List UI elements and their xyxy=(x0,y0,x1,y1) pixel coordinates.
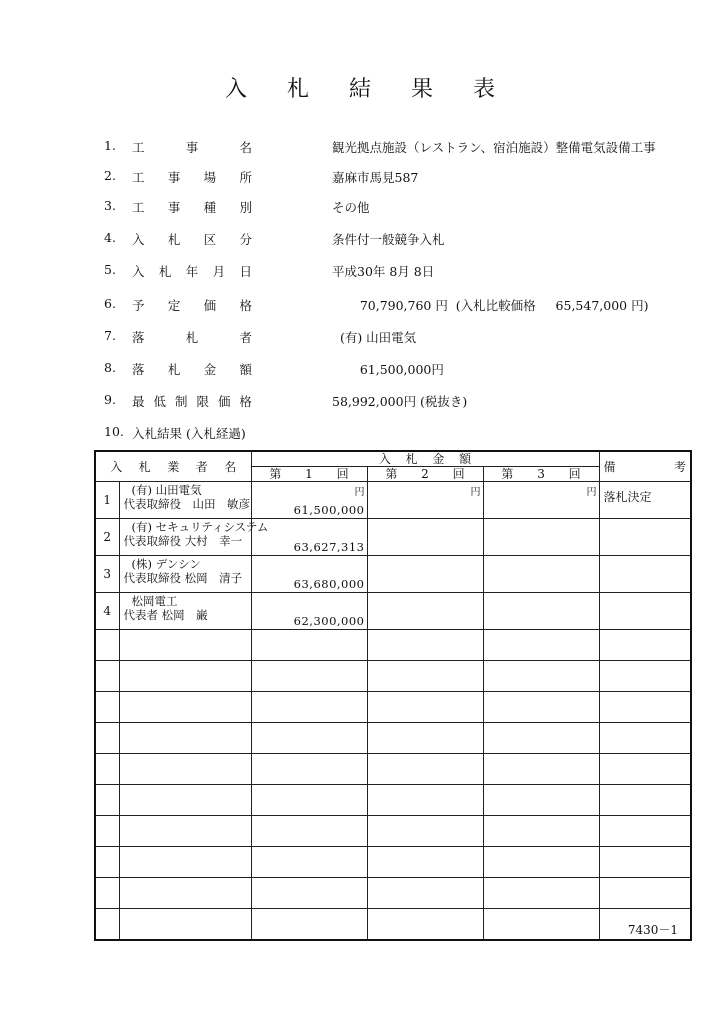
page-number: 7430－1 xyxy=(627,923,678,937)
empty-cell xyxy=(119,878,251,909)
empty-cell xyxy=(119,723,251,754)
item-label xyxy=(132,168,252,186)
info-row xyxy=(0,424,720,442)
item-label-char: 年 xyxy=(185,264,199,279)
item-label-char: 別 xyxy=(239,200,252,215)
item-label: 入札結果 (入札経過) xyxy=(132,426,246,441)
round-1-header xyxy=(251,467,367,482)
bid-amount: 63,680,000 xyxy=(293,577,365,591)
empty-cell xyxy=(483,878,599,909)
table-row-empty xyxy=(95,723,691,754)
round-2-amount-cell xyxy=(367,482,483,519)
empty-cell xyxy=(119,785,251,816)
empty-cell xyxy=(367,661,483,692)
item-label-char: 札 xyxy=(158,264,172,279)
bidder-company: 松岡電工 xyxy=(131,594,178,608)
item-number: 9. xyxy=(104,392,116,407)
item-number: 7. xyxy=(104,328,116,343)
item-label-char: 額 xyxy=(239,362,252,377)
bidder-cell xyxy=(119,556,251,593)
info-row xyxy=(0,230,720,248)
info-row xyxy=(0,262,720,280)
item-label-char: 日 xyxy=(239,264,252,279)
item-label-char: 価 xyxy=(203,298,217,313)
item-label-char: 区 xyxy=(203,232,217,247)
table-row-empty xyxy=(95,692,691,723)
empty-cell xyxy=(251,816,367,847)
round-1-amount-cell xyxy=(251,556,367,593)
empty-cell xyxy=(599,630,691,661)
round-header-part: 回 xyxy=(568,467,581,481)
item-value: その他 xyxy=(332,200,370,215)
empty-cell xyxy=(95,878,119,909)
empty-cell xyxy=(119,754,251,785)
table-row-empty xyxy=(95,816,691,847)
round-2-amount-cell xyxy=(367,519,483,556)
empty-cell xyxy=(367,692,483,723)
bidder-company: (有) セキュリティシステム xyxy=(131,520,269,534)
item-label-char: 札 xyxy=(167,362,181,377)
bidder-header-char: 札 xyxy=(138,459,151,474)
table-row-empty xyxy=(95,785,691,816)
item-number: 1. xyxy=(104,138,116,153)
item-number: 3. xyxy=(104,198,116,213)
bidder-header-char: 者 xyxy=(195,459,208,474)
empty-cell xyxy=(599,661,691,692)
bidder-header xyxy=(95,451,251,482)
item-label-char: 事 xyxy=(167,200,181,215)
empty-cell xyxy=(367,785,483,816)
item-label xyxy=(132,230,252,248)
item-number: 4. xyxy=(104,230,116,245)
item-number: 5. xyxy=(104,262,116,277)
bid-amount: 61,500,000 xyxy=(293,503,365,517)
item-label-char: 最 xyxy=(132,394,145,409)
empty-cell xyxy=(119,816,251,847)
empty-cell xyxy=(251,692,367,723)
bidder-representative: 代表取締役 山田 敏彦 xyxy=(123,497,250,511)
item-value: 観光拠点施設（レストラン、宿泊施設）整備電気設備工事 xyxy=(332,140,656,155)
round-2-amount-cell xyxy=(367,593,483,630)
table-row xyxy=(95,519,691,556)
item-label-char: 場 xyxy=(203,170,217,185)
info-row xyxy=(0,296,720,314)
remarks-cell xyxy=(599,519,691,556)
empty-cell xyxy=(483,847,599,878)
item-label-char: 入 xyxy=(132,264,145,279)
item-number: 6. xyxy=(104,296,116,311)
empty-cell xyxy=(483,661,599,692)
item-value: 条件付一般競争入札 xyxy=(332,232,445,247)
empty-cell xyxy=(251,630,367,661)
item-label xyxy=(132,328,252,346)
info-row xyxy=(0,168,720,186)
bidder-cell xyxy=(119,482,251,519)
item-label-char: 制 xyxy=(174,394,188,409)
empty-cell xyxy=(367,754,483,785)
item-label-char: 所 xyxy=(239,170,252,185)
bid-amount: 63,627,313 xyxy=(293,540,365,554)
empty-cell xyxy=(483,785,599,816)
item-label-char: 定 xyxy=(167,298,181,313)
item-value: (有) 山田電気 xyxy=(332,330,417,345)
table-row-empty xyxy=(95,847,691,878)
item-label-char: 分 xyxy=(239,232,252,247)
empty-cell xyxy=(367,723,483,754)
row-index: 1 xyxy=(95,482,119,519)
round-header-part: 回 xyxy=(336,467,349,481)
empty-cell xyxy=(119,692,251,723)
empty-cell xyxy=(483,816,599,847)
item-label xyxy=(132,360,252,378)
remarks-cell: 落札決定 xyxy=(599,482,691,519)
item-label-char: 者 xyxy=(239,330,252,345)
round-1-amount-cell xyxy=(251,482,367,519)
item-label-char: 落 xyxy=(132,362,145,377)
item-label xyxy=(132,392,252,410)
empty-cell xyxy=(251,661,367,692)
round-2-amount-cell xyxy=(367,556,483,593)
info-row xyxy=(0,360,720,378)
empty-cell xyxy=(599,816,691,847)
table-row xyxy=(95,593,691,630)
empty-cell xyxy=(95,909,119,941)
round-1-amount-cell xyxy=(251,593,367,630)
info-row xyxy=(0,328,720,346)
info-row xyxy=(0,198,720,216)
round-2-header xyxy=(367,467,483,482)
row-index: 4 xyxy=(95,593,119,630)
round-header-part: 回 xyxy=(452,467,465,481)
item-label-char: 名 xyxy=(239,140,252,155)
item-label-char: 事 xyxy=(185,140,199,155)
item-value: 61,500,000円 xyxy=(332,362,444,377)
empty-cell xyxy=(599,785,691,816)
amount-header-char: 入 xyxy=(378,452,391,466)
row-index: 2 xyxy=(95,519,119,556)
empty-cell xyxy=(483,692,599,723)
yen-unit: 円 xyxy=(354,487,365,498)
empty-cell xyxy=(119,909,251,941)
table-row-empty xyxy=(95,878,691,909)
empty-cell xyxy=(251,785,367,816)
empty-cell xyxy=(251,878,367,909)
table-row-empty xyxy=(95,909,691,941)
amount-header-char: 額 xyxy=(459,452,472,466)
item-label-char: 低 xyxy=(153,394,166,409)
empty-cell xyxy=(95,816,119,847)
empty-cell xyxy=(95,847,119,878)
empty-cell xyxy=(95,692,119,723)
round-3-header xyxy=(483,467,599,482)
row-index: 3 xyxy=(95,556,119,593)
item-label-char: 札 xyxy=(167,232,181,247)
remarks-header xyxy=(599,451,691,482)
item-label xyxy=(132,262,252,280)
empty-cell xyxy=(119,630,251,661)
item-number: 2. xyxy=(104,168,116,183)
empty-cell xyxy=(367,878,483,909)
empty-cell xyxy=(251,909,367,941)
bidder-header-char: 名 xyxy=(224,459,237,474)
yen-unit: 円 xyxy=(586,487,597,498)
item-value: 平成30年 8月 8日 xyxy=(332,264,435,279)
item-label-char: 格 xyxy=(239,298,252,313)
item-label-char: 種 xyxy=(203,200,217,215)
bidder-representative: 代表取締役 大村 幸一 xyxy=(123,534,243,548)
table-row xyxy=(95,482,691,519)
round-header-part: 3 xyxy=(537,467,545,481)
bidder-representative: 代表取締役 松岡 清子 xyxy=(123,571,243,585)
item-label-char: 月 xyxy=(212,264,226,279)
remarks-cell xyxy=(599,593,691,630)
bidder-company: (有) 山田電気 xyxy=(131,483,202,497)
empty-cell xyxy=(119,661,251,692)
item-value: 嘉麻市馬見587 xyxy=(332,170,419,185)
item-label-char: 予 xyxy=(132,298,145,313)
empty-cell xyxy=(599,692,691,723)
bidder-header-char: 業 xyxy=(167,459,180,474)
empty-cell xyxy=(599,847,691,878)
empty-cell xyxy=(599,754,691,785)
document-title: 入札結果表 xyxy=(224,77,535,102)
empty-cell xyxy=(599,723,691,754)
item-label-char: 金 xyxy=(203,362,217,377)
amount-header-char: 金 xyxy=(432,452,445,466)
empty-cell xyxy=(367,630,483,661)
bidder-representative: 代表者 松岡 巌 xyxy=(123,608,208,622)
item-label-char: 入 xyxy=(132,232,145,247)
amount-header xyxy=(251,451,599,467)
item-label xyxy=(132,296,252,314)
item-label xyxy=(132,198,252,216)
info-row xyxy=(0,392,720,410)
item-value: 58,992,000円 (税抜き) xyxy=(332,394,468,409)
item-label-char: 札 xyxy=(185,330,199,345)
item-value: 70,790,760 円 (入札比較価格 65,547,000 円) xyxy=(332,298,649,313)
item-number: 8. xyxy=(104,360,116,375)
remarks-header-char: 考 xyxy=(674,459,687,474)
round-header-part: 第 xyxy=(269,467,282,481)
round-3-amount-cell xyxy=(483,482,599,519)
remarks-header-char: 備 xyxy=(603,459,616,474)
item-label-char: 工 xyxy=(132,200,145,215)
empty-cell xyxy=(483,754,599,785)
empty-cell xyxy=(95,661,119,692)
item-label-char: 工 xyxy=(132,170,145,185)
item-label-char: 工 xyxy=(132,140,145,155)
table-row xyxy=(95,556,691,593)
empty-cell xyxy=(251,723,367,754)
empty-cell xyxy=(599,878,691,909)
table-row-empty xyxy=(95,630,691,661)
empty-cell xyxy=(95,723,119,754)
item-label xyxy=(132,138,252,156)
empty-cell xyxy=(367,847,483,878)
round-3-amount-cell xyxy=(483,556,599,593)
round-3-amount-cell xyxy=(483,519,599,556)
item-number: 10. xyxy=(104,424,124,439)
item-label-char: 格 xyxy=(239,394,252,409)
empty-cell xyxy=(119,847,251,878)
empty-cell xyxy=(95,754,119,785)
yen-unit: 円 xyxy=(470,487,481,498)
remarks-cell xyxy=(599,556,691,593)
table-row-empty xyxy=(95,661,691,692)
info-row xyxy=(0,138,720,156)
round-3-amount-cell xyxy=(483,593,599,630)
table-row-empty xyxy=(95,754,691,785)
empty-cell xyxy=(483,723,599,754)
round-header-part: 2 xyxy=(421,467,429,481)
empty-cell xyxy=(483,630,599,661)
empty-cell xyxy=(95,785,119,816)
empty-cell xyxy=(483,909,599,941)
empty-cell xyxy=(251,847,367,878)
bidder-header-char: 入 xyxy=(110,459,123,474)
item-label-char: 事 xyxy=(167,170,181,185)
empty-cell xyxy=(95,630,119,661)
empty-cell xyxy=(251,754,367,785)
bid-results-table xyxy=(94,450,692,941)
round-1-amount-cell xyxy=(251,519,367,556)
item-label-char: 価 xyxy=(217,394,231,409)
bid-amount: 62,300,000 xyxy=(293,614,365,628)
item-label-char: 落 xyxy=(132,330,145,345)
round-header-part: 1 xyxy=(305,467,313,481)
round-header-part: 第 xyxy=(501,467,514,481)
bidder-company: (株) デンシン xyxy=(131,557,201,571)
round-header-part: 第 xyxy=(385,467,398,481)
bidder-cell xyxy=(119,519,269,556)
bidder-cell xyxy=(119,593,251,630)
item-label-char: 限 xyxy=(196,394,209,409)
empty-cell xyxy=(367,909,483,941)
empty-cell xyxy=(367,816,483,847)
amount-header-char: 札 xyxy=(405,452,418,466)
